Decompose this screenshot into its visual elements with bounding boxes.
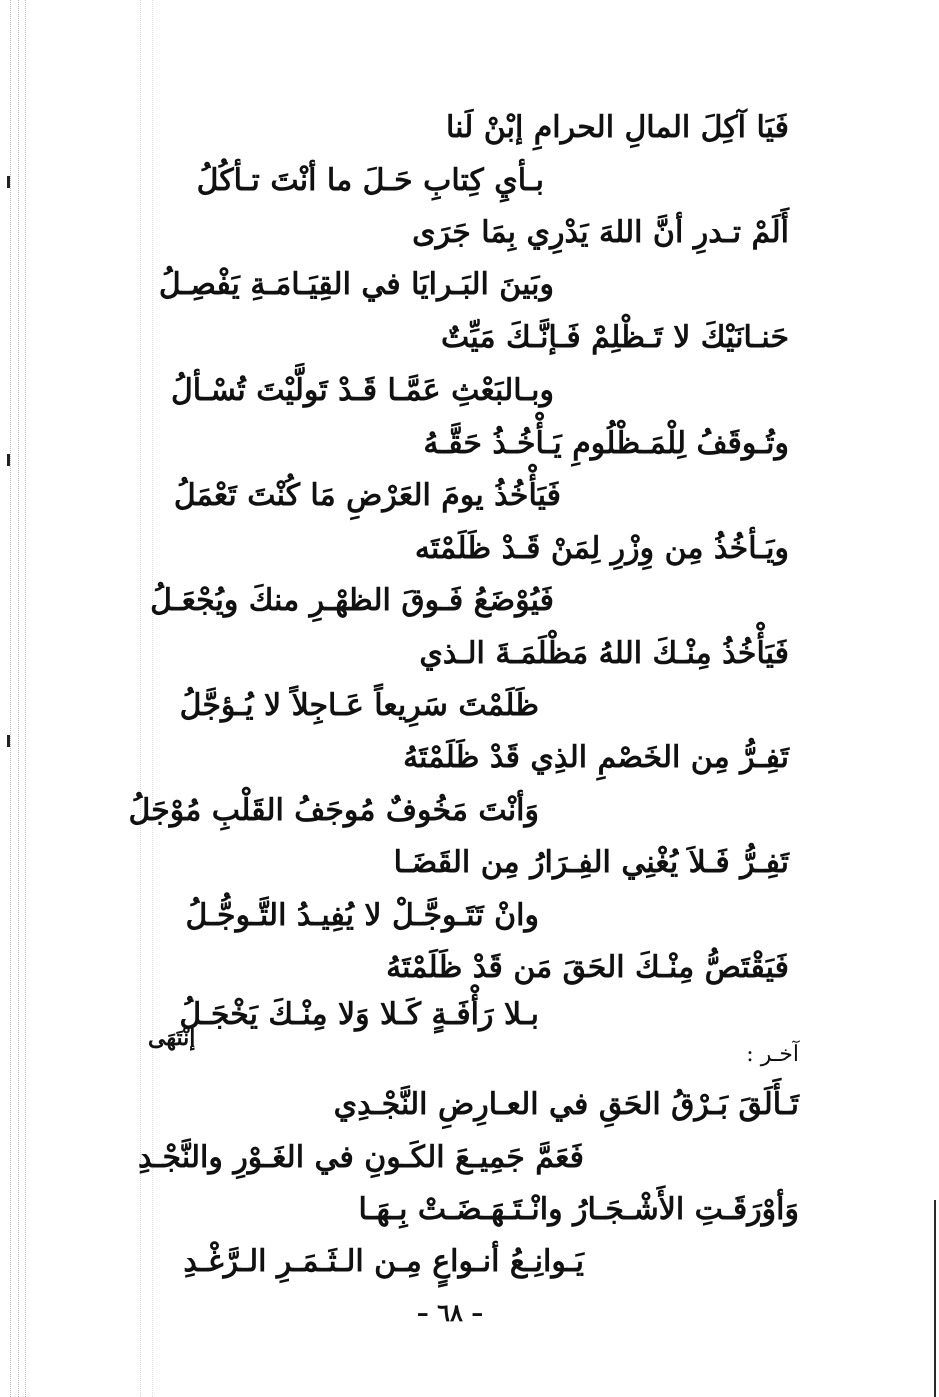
verse-line: يَـوانِـعُ أنـواعٍ مِـن الـثَـمَـرِ الـرَّغْـدِ [183,1244,584,1279]
verse-line: ويَـأخُذُ مِن وِزْرِ لِمَنْ قَـدْ ظَلَمْتَه [414,531,789,566]
verse-line: فَيَأْخُذُ مِنْـكَ اللهُ مَظْلَمَـةَ الـذي [419,636,789,671]
verse-line: وتُـوقَفُ لِلْمَـظْلُومِ يَـأْخُـذُ حَقَّـهُ [423,426,789,461]
page-number: – ٦٨ – [416,1298,484,1327]
verse-line: فَيَأْخُذُ يومَ العَرْضِ مَا كُنْتَ تَعْمَلُ [173,478,561,513]
verse-line: بـلا رَأْفَـةٍ كَـلا وَلا مِنْـكَ يَخْجَـلُ [179,997,539,1032]
section-label: آخـر : [746,1042,799,1067]
verse-line: حَنـانَيْكَ لا تَـظْلِمْ فَـإنَّـكَ مَيِّتٌ [440,320,789,355]
verse-line: تَفِـرُّ فَـلاَ يُغْنِي الفِـرَارُ مِن القَضَـا [393,845,789,880]
verse-line: وَأنْتَ مَخُوفٌ مُوجَفُ القَلْبِ مُوْجَلُ [128,793,539,828]
verse-line: ظَلَمْتَ سَرِيعاً عَـاجِلاً لا يُـؤجَّلُ [179,688,539,723]
verse-line: بـأيِ كِتابِ حَـلَ ما أنْتَ تـأكُلُ [196,163,544,198]
verse-line: فَيَقْتَصُّ مِنْـكَ الحَقَ مَن قَدْ ظَلَمْتَهُ [386,950,789,985]
verse-line: تَـأَلَقَ بَـرْقُ الحَقِ في العـارِضِ النَّجْـدِي [333,1087,799,1122]
verse-line: تَفِـرُّ مِن الخَصْمِ الذِي قَدْ ظَلَمْتَهُ [403,740,789,775]
verse-line: وبـالبَعْثِ عَمَّـا قَـدْ تَولَّيْتَ تُسْـألُ [170,373,554,408]
verse-line: فَيُوْضَعُ فَـوقَ الظهْـرِ منكَ ويُجْعَـلُ [150,583,554,618]
verse-line: وَأوْرَقَـتِ الأَشْـجَـارُ وانْـتَـهَـضَـتْ بِـهَـا [358,1192,799,1227]
verse-line: وبَينَ البَـرايَا في القِيَـامَـةِ يَفْصِـلُ [158,267,554,302]
ending-mark: إنْتَهَى [148,1025,196,1051]
verse-line: فَيَا آكِلَ المالِ الحرامِ إبْنْ لَنا [445,110,789,145]
verse-line: وانْ تَتَـوجَّـلْ لا يُفِيـدُ التَّـوجُّـلُ [185,898,539,933]
verse-line: أَلَمْ تـدرِ أنَّ اللهَ يَدْرِي بِمَا جَرَى [412,215,789,250]
verse-line: فَعَمَّ جَمِيـعَ الكَـونِ في الغَـوْرِ والنَّجْـدِ [137,1140,584,1175]
